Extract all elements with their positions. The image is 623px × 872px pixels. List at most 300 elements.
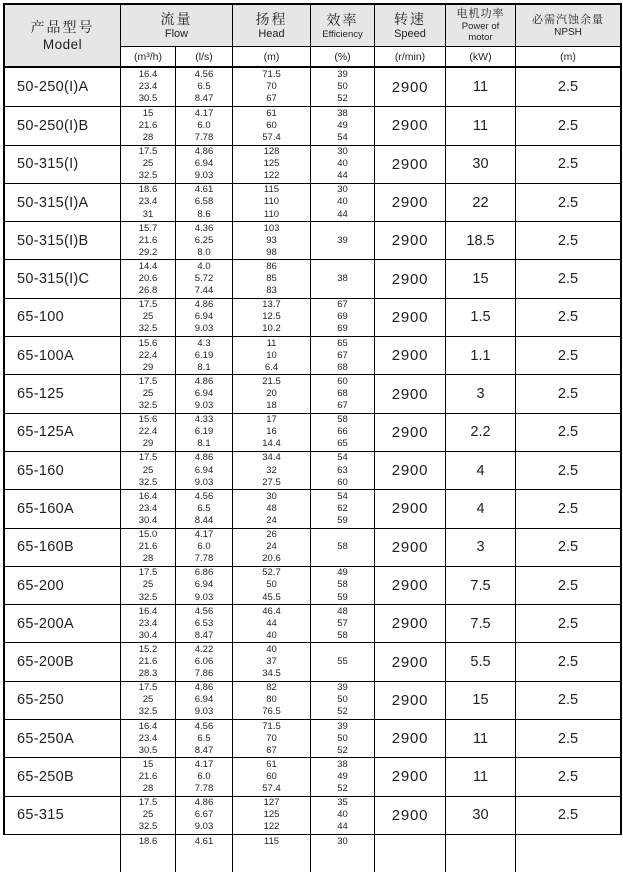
- head-cell-value: 57.4: [262, 131, 281, 143]
- flow-ls-cell: [175, 643, 232, 680]
- flow-m3h-cell-value: 16.4: [138, 605, 158, 617]
- efficiency-cell-value: 40: [337, 809, 348, 821]
- head-cell: [232, 414, 310, 451]
- flow-ls-cell-value: 6.67: [194, 809, 214, 821]
- npsh-cell: 2.5: [515, 720, 620, 757]
- flow-m3h-cell: [120, 797, 175, 834]
- power-cell: 11: [445, 107, 515, 144]
- flow-m3h-cell: [120, 260, 175, 297]
- head-cell-value: 48: [266, 502, 277, 514]
- efficiency-cell-value: 60: [337, 375, 348, 387]
- head-cell-value: 12.5: [262, 311, 281, 323]
- flow-ls-cell-value: 8.0: [197, 246, 211, 258]
- head-cell-value: 122: [263, 170, 280, 182]
- head-cell-value: 86: [266, 260, 277, 272]
- efficiency-cell-value: 44: [337, 821, 348, 833]
- flow-m3h-cell-value: 21.6: [138, 541, 158, 553]
- head-cell-value: 122: [263, 821, 280, 833]
- table-row: [5, 298, 620, 336]
- flow-m3h-cell-value: 22.4: [138, 426, 158, 438]
- efficiency-cell-value: 58: [337, 579, 348, 591]
- flow-m3h-cell-value: 32.5: [138, 476, 158, 488]
- flow-ls-cell: [175, 490, 232, 527]
- unit-power: (kW): [445, 46, 515, 66]
- flow-ls-cell-value: 4.33: [194, 414, 214, 426]
- col-header-head-en: Head: [258, 27, 285, 40]
- head-cell: [232, 643, 310, 680]
- efficiency-cell-value: 60: [337, 476, 348, 488]
- flow-m3h-cell-value: 15.6: [138, 337, 158, 349]
- flow-ls-cell-value: 8.47: [194, 629, 214, 641]
- flow-m3h-cell-value: 23.4: [138, 81, 158, 93]
- flow-ls-cell-value: 6.19: [194, 426, 214, 438]
- head-cell-value: 20: [266, 387, 277, 399]
- efficiency-cell-value: 40: [337, 196, 348, 208]
- flow-ls-cell: [175, 184, 232, 221]
- power-cell: 3: [445, 375, 515, 412]
- efficiency-cell: [310, 337, 374, 374]
- head-cell-value: 76.5: [262, 706, 281, 718]
- efficiency-cell-value: 39: [337, 234, 348, 246]
- model-cell: 65-100: [17, 309, 64, 326]
- model-cell: 65-160: [17, 462, 64, 479]
- head-cell-value: 50: [266, 579, 277, 591]
- flow-m3h-cell: [120, 375, 175, 412]
- power-cell: 15: [445, 260, 515, 297]
- flow-ls-cell-value: 4.0: [197, 260, 211, 272]
- head-cell: [232, 835, 310, 872]
- head-cell-value: 45.5: [262, 591, 281, 603]
- head-cell-value: 93: [266, 234, 277, 246]
- head-cell-value: 34.4: [262, 452, 281, 464]
- flow-m3h-cell-value: 21.6: [138, 234, 158, 246]
- speed-cell: 2900: [374, 567, 445, 604]
- head-cell-value: 127: [263, 797, 280, 809]
- flow-ls-cell-value: 6.94: [194, 579, 214, 591]
- flow-m3h-cell-value: 23.4: [138, 732, 158, 744]
- flow-m3h-cell-value: 23.4: [138, 502, 158, 514]
- flow-ls-cell-value: 6.0: [197, 770, 211, 782]
- flow-ls-cell: [175, 682, 232, 719]
- flow-ls-cell-value: 4.86: [194, 452, 214, 464]
- flow-ls-cell: [175, 107, 232, 144]
- flow-ls-cell-value: 6.25: [194, 234, 214, 246]
- efficiency-cell-value: 52: [337, 706, 348, 718]
- flow-ls-cell-value: 8.47: [194, 744, 214, 756]
- efficiency-cell-value: 44: [337, 208, 348, 220]
- head-cell-value: 40: [266, 643, 277, 655]
- flow-m3h-cell-value: 18.6: [138, 184, 158, 196]
- head-cell: [232, 146, 310, 183]
- power-cell: 1.5: [445, 299, 515, 336]
- flow-ls-cell-value: 5.72: [194, 273, 214, 285]
- speed-cell: 2900: [374, 758, 445, 795]
- flow-m3h-cell: [120, 758, 175, 795]
- speed-cell: 2900: [374, 490, 445, 527]
- model-cell: 65-125: [17, 386, 64, 403]
- efficiency-cell-value: 35: [337, 797, 348, 809]
- power-cell: 1.1: [445, 337, 515, 374]
- head-cell-value: 16: [266, 426, 277, 438]
- flow-ls-cell-value: 9.03: [194, 706, 214, 718]
- table-row: [5, 413, 620, 451]
- flow-m3h-cell-value: 15.2: [138, 643, 158, 655]
- flow-ls-cell-value: 9.03: [194, 400, 214, 412]
- flow-m3h-cell: [120, 529, 175, 566]
- head-cell-value: 32: [266, 464, 277, 476]
- flow-ls-cell-value: 6.19: [194, 349, 214, 361]
- flow-ls-cell-value: 7.86: [194, 668, 214, 680]
- efficiency-cell: [310, 107, 374, 144]
- power-cell: 4: [445, 490, 515, 527]
- col-header-power: [445, 5, 515, 46]
- efficiency-cell-value: 30: [337, 184, 348, 196]
- efficiency-cell-value: 54: [337, 490, 348, 502]
- power-cell: 15: [445, 682, 515, 719]
- head-cell: [232, 567, 310, 604]
- table-row: [5, 719, 620, 757]
- flow-m3h-cell: [120, 299, 175, 336]
- head-cell-value: 11: [266, 337, 277, 349]
- table-row: [5, 604, 620, 642]
- flow-ls-cell: [175, 299, 232, 336]
- speed-cell: 2900: [374, 107, 445, 144]
- flow-m3h-cell: [120, 414, 175, 451]
- efficiency-cell-value: 57: [337, 617, 348, 629]
- speed-cell: 2900: [374, 337, 445, 374]
- table-row: [5, 451, 620, 489]
- efficiency-cell-value: 52: [337, 93, 348, 105]
- head-cell-value: 10: [266, 349, 277, 361]
- speed-cell: [374, 835, 445, 872]
- col-header-speed-zh: 转速: [394, 10, 426, 27]
- table-body: [5, 68, 620, 872]
- head-cell: [232, 68, 310, 106]
- table-row: [5, 489, 620, 527]
- efficiency-cell: [310, 222, 374, 259]
- model-cell: 50-315(I)C: [17, 271, 90, 288]
- flow-m3h-cell-value: 15: [142, 107, 154, 119]
- npsh-cell: 2.5: [515, 605, 620, 642]
- flow-m3h-cell: [120, 68, 175, 106]
- efficiency-cell: [310, 184, 374, 221]
- npsh-cell: 2.5: [515, 414, 620, 451]
- speed-cell: 2900: [374, 375, 445, 412]
- head-cell-value: 40: [266, 629, 277, 641]
- flow-ls-cell-value: 6.0: [197, 541, 211, 553]
- flow-ls-cell-value: 6.94: [194, 387, 214, 399]
- npsh-cell: 2.5: [515, 529, 620, 566]
- head-cell-value: 103: [263, 222, 280, 234]
- efficiency-cell-value: 63: [337, 464, 348, 476]
- flow-ls-cell-value: 4.56: [194, 720, 214, 732]
- flow-m3h-cell: [120, 682, 175, 719]
- flow-ls-cell: [175, 758, 232, 795]
- power-cell: 18.5: [445, 222, 515, 259]
- head-cell: [232, 720, 310, 757]
- npsh-cell: 2.5: [515, 68, 620, 106]
- flow-m3h-cell-value: 25: [142, 809, 154, 821]
- speed-cell: 2900: [374, 68, 445, 106]
- efficiency-cell-value: 39: [337, 682, 348, 694]
- efficiency-cell: [310, 260, 374, 297]
- flow-m3h-cell-value: 30.4: [138, 629, 158, 641]
- power-cell: [445, 835, 515, 872]
- head-cell-value: 67: [266, 93, 277, 105]
- unit-efficiency: (%): [310, 46, 374, 66]
- efficiency-cell: [310, 567, 374, 604]
- efficiency-cell-value: 69: [337, 323, 348, 335]
- flow-m3h-cell-value: 21.6: [138, 770, 158, 782]
- flow-m3h-cell: [120, 490, 175, 527]
- npsh-cell: 2.5: [515, 184, 620, 221]
- flow-m3h-cell-value: 17.5: [138, 567, 158, 579]
- flow-ls-cell-value: 6.53: [194, 617, 214, 629]
- npsh-cell: 2.5: [515, 299, 620, 336]
- efficiency-cell-value: 54: [337, 452, 348, 464]
- npsh-cell: 2.5: [515, 337, 620, 374]
- flow-ls-cell-value: 6.5: [197, 732, 211, 744]
- npsh-cell: 2.5: [515, 375, 620, 412]
- model-cell: 65-100A: [17, 347, 74, 364]
- head-cell-value: 80: [266, 694, 277, 706]
- head-cell: [232, 490, 310, 527]
- flow-m3h-cell: [120, 643, 175, 680]
- flow-ls-cell-value: 8.47: [194, 93, 214, 105]
- npsh-cell: 2.5: [515, 490, 620, 527]
- power-cell: 7.5: [445, 605, 515, 642]
- flow-m3h-cell: [120, 222, 175, 259]
- flow-ls-cell: [175, 720, 232, 757]
- flow-m3h-cell-value: 17.5: [138, 797, 158, 809]
- head-cell-value: 10.2: [262, 323, 281, 335]
- efficiency-cell: [310, 605, 374, 642]
- flow-ls-cell-value: 4.36: [194, 222, 214, 234]
- head-cell-value: 44: [266, 617, 277, 629]
- flow-m3h-cell-value: 32.5: [138, 821, 158, 833]
- head-cell-value: 57.4: [262, 783, 281, 795]
- flow-ls-cell-value: 4.86: [194, 682, 214, 694]
- flow-m3h-cell-value: 17.5: [138, 299, 158, 311]
- efficiency-cell-value: 67: [337, 349, 348, 361]
- efficiency-cell: [310, 797, 374, 834]
- col-header-model-zh: 产品型号: [30, 18, 95, 35]
- flow-m3h-cell-value: 15.7: [138, 222, 158, 234]
- flow-m3h-cell-value: 28: [142, 131, 154, 143]
- flow-m3h-cell-value: 17.5: [138, 146, 158, 158]
- flow-m3h-cell: [120, 605, 175, 642]
- head-cell: [232, 452, 310, 489]
- table-row: [5, 374, 620, 412]
- flow-ls-cell-value: 4.86: [194, 797, 214, 809]
- table-row: [5, 681, 620, 719]
- head-cell-value: 110: [263, 208, 280, 220]
- flow-m3h-cell-value: 28.3: [138, 668, 158, 680]
- efficiency-cell-value: 59: [337, 591, 348, 603]
- speed-cell: 2900: [374, 184, 445, 221]
- efficiency-cell-value: 38: [337, 107, 348, 119]
- model-cell: 65-250A: [17, 730, 74, 747]
- efficiency-cell-value: 52: [337, 744, 348, 756]
- flow-ls-cell-value: 9.03: [194, 170, 214, 182]
- col-header-head-zh: 扬程: [255, 10, 288, 27]
- flow-ls-cell-value: 8.1: [197, 361, 211, 373]
- model-cell: 65-160B: [17, 539, 74, 556]
- flow-ls-cell: [175, 375, 232, 412]
- speed-cell: 2900: [374, 146, 445, 183]
- efficiency-cell-value: 58: [337, 629, 348, 641]
- flow-m3h-cell-value: 30.5: [138, 744, 158, 756]
- table-row: [5, 796, 620, 834]
- flow-ls-cell: [175, 222, 232, 259]
- flow-m3h-cell-value: 31: [142, 208, 154, 220]
- power-cell: 3: [445, 529, 515, 566]
- head-cell-value: 13.7: [262, 299, 281, 311]
- flow-m3h-cell-value: 23.4: [138, 617, 158, 629]
- flow-m3h-cell-value: 17.5: [138, 375, 158, 387]
- speed-cell: 2900: [374, 260, 445, 297]
- flow-ls-cell-value: 7.78: [194, 783, 214, 795]
- flow-ls-cell-value: 6.94: [194, 464, 214, 476]
- flow-ls-cell-value: 4.17: [194, 107, 214, 119]
- head-cell: [232, 797, 310, 834]
- speed-cell: 2900: [374, 299, 445, 336]
- efficiency-cell-value: 40: [337, 158, 348, 170]
- flow-ls-cell-value: 8.1: [197, 438, 211, 450]
- head-cell-value: 37: [266, 656, 277, 668]
- flow-m3h-cell-value: 14.4: [138, 260, 158, 272]
- col-header-flow: [120, 5, 232, 46]
- flow-ls-cell-value: 4.86: [194, 299, 214, 311]
- flow-ls-cell-value: 4.17: [194, 758, 214, 770]
- head-cell-value: 46.4: [262, 605, 281, 617]
- head-cell-value: 61: [266, 107, 277, 119]
- head-cell-value: 70: [266, 81, 277, 93]
- efficiency-cell-value: 67: [337, 299, 348, 311]
- flow-ls-cell-value: 8.44: [194, 514, 214, 526]
- efficiency-cell: [310, 682, 374, 719]
- col-header-power-zh: 电机功率: [456, 8, 505, 20]
- efficiency-cell-value: 49: [337, 770, 348, 782]
- efficiency-cell-value: 66: [337, 426, 348, 438]
- model-cell: [5, 835, 120, 872]
- efficiency-cell: [310, 414, 374, 451]
- flow-m3h-cell-value: 16.4: [138, 490, 158, 502]
- npsh-cell: 2.5: [515, 643, 620, 680]
- flow-ls-cell: [175, 797, 232, 834]
- flow-ls-cell-value: 7.78: [194, 131, 214, 143]
- flow-ls-cell: [175, 452, 232, 489]
- model-cell: 65-160A: [17, 500, 74, 517]
- flow-m3h-cell-value: 25: [142, 387, 154, 399]
- table-row: [5, 183, 620, 221]
- col-header-efficiency-en: Efficiency: [322, 28, 363, 40]
- flow-m3h-cell: [120, 452, 175, 489]
- model-cell: 65-250B: [17, 768, 74, 785]
- flow-ls-cell-value: 6.06: [194, 656, 214, 668]
- col-header-npsh: [515, 5, 620, 46]
- efficiency-cell-value: 68: [337, 387, 348, 399]
- head-cell-value: 85: [266, 273, 277, 285]
- efficiency-cell: [310, 490, 374, 527]
- flow-ls-cell-value: 6.94: [194, 158, 214, 170]
- flow-ls-cell-value: 4.61: [194, 184, 214, 196]
- col-header-flow-zh: 流量: [160, 10, 193, 27]
- flow-ls-cell-value: 6.0: [197, 119, 211, 131]
- efficiency-cell-value: 52: [337, 783, 348, 795]
- table-row: [5, 336, 620, 374]
- efficiency-cell: [310, 643, 374, 680]
- efficiency-cell-value: 50: [337, 732, 348, 744]
- speed-cell: 2900: [374, 529, 445, 566]
- head-cell-value: 26: [266, 529, 277, 541]
- flow-m3h-cell-value: 26.8: [138, 285, 158, 297]
- flow-m3h-cell-value: 32.5: [138, 706, 158, 718]
- head-cell-value: 6.4: [264, 361, 279, 373]
- efficiency-cell: [310, 299, 374, 336]
- flow-ls-cell: [175, 414, 232, 451]
- col-header-speed-en: Speed: [394, 27, 426, 40]
- model-cell: 50-250(I)B: [17, 117, 89, 134]
- flow-ls-cell-value: 6.5: [197, 502, 211, 514]
- head-cell: [232, 375, 310, 412]
- flow-m3h-cell: [120, 567, 175, 604]
- efficiency-cell-value: 50: [337, 694, 348, 706]
- power-cell: 2.2: [445, 414, 515, 451]
- npsh-cell: 2.5: [515, 567, 620, 604]
- flow-ls-cell-value: 9.03: [194, 821, 214, 833]
- flow-m3h-cell-value: 17.5: [138, 682, 158, 694]
- table-header: [5, 5, 620, 68]
- flow-ls-cell: [175, 567, 232, 604]
- flow-m3h-cell-value: 25: [142, 694, 154, 706]
- head-cell: [232, 299, 310, 336]
- head-cell-value: 71.5: [262, 69, 281, 80]
- efficiency-cell-value: 67: [337, 400, 348, 412]
- flow-ls-cell-value: 8.6: [197, 208, 211, 220]
- efficiency-cell-value: 58: [337, 541, 348, 553]
- flow-ls-cell-value: 4.86: [194, 375, 214, 387]
- head-cell-value: 82: [266, 682, 277, 694]
- efficiency-cell-value: 62: [337, 502, 348, 514]
- head-cell: [232, 529, 310, 566]
- unit-speed: (r/min): [374, 46, 445, 66]
- flow-ls-cell: [175, 529, 232, 566]
- head-cell-value: 18: [266, 400, 277, 412]
- col-header-power-en1: Power of: [461, 21, 500, 32]
- efficiency-cell-value: 55: [337, 656, 348, 668]
- flow-m3h-cell: [120, 720, 175, 757]
- efficiency-cell-value: 58: [337, 414, 348, 426]
- speed-cell: 2900: [374, 414, 445, 451]
- model-cell: 65-200B: [17, 654, 74, 671]
- flow-m3h-cell-value: 30.4: [138, 514, 158, 526]
- unit-npsh: (m): [515, 46, 620, 66]
- model-cell: 65-200: [17, 577, 64, 594]
- flow-m3h-cell-value: 25: [142, 579, 154, 591]
- flow-ls-cell-value: 4.61: [194, 835, 214, 847]
- head-cell: [232, 337, 310, 374]
- flow-ls-cell-value: 4.17: [194, 529, 214, 541]
- npsh-cell: 2.5: [515, 146, 620, 183]
- col-header-model: [5, 5, 120, 66]
- unit-flow-ls: (l/s): [175, 46, 232, 66]
- flow-m3h-cell-value: 25: [142, 464, 154, 476]
- head-cell-value: 98: [266, 246, 277, 258]
- head-cell-value: 125: [263, 158, 280, 170]
- flow-m3h-cell-value: 29: [142, 438, 154, 450]
- col-header-efficiency: [310, 5, 374, 46]
